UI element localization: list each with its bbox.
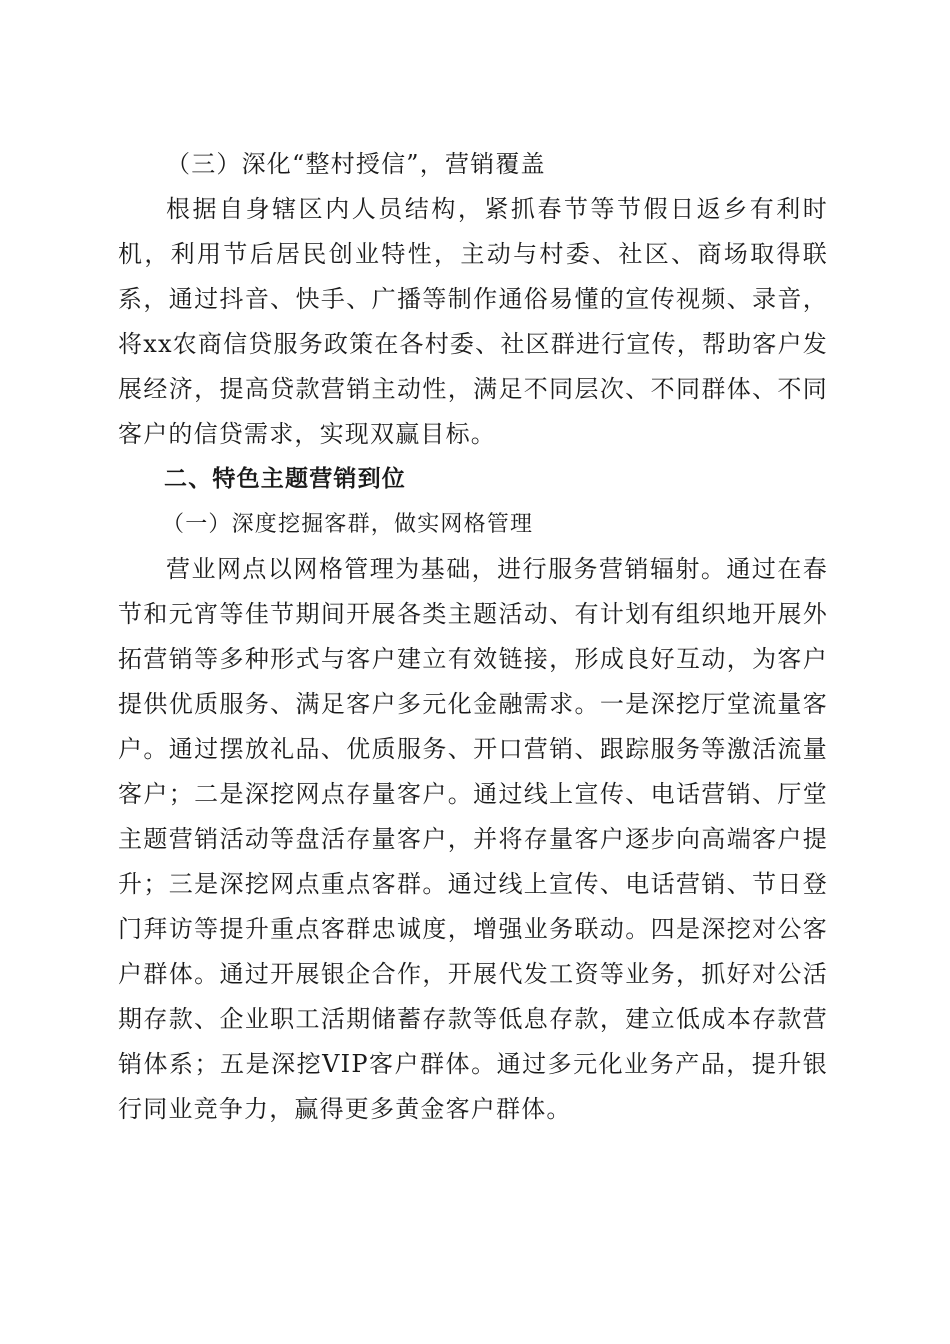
subsection1-heading: （一）深度挖掘客群，做实网格管理 [162,512,534,537]
subsection1-paragraph: 营业网点以网格管理为基础，进行服务营销辐射。通过在春节和元宵等佳节期间开展各类主题活动、有计划有组织地开展外拓营销等多种形式与客户建立有效链接，形成良好互动，为客户提供优质服务、满足客户多元化金融需求。一是深挖厅堂流量客户。通过摆放礼品、优质服务、开口营销、跟踪服务等激活流量客户；二是深挖网点存量客户。通过线上宣传、电话营销、厅堂主题营销活动等盘活存量客户，并将存量客户逐步向高端客户提升；三是深挖网点重点客群。通过线上宣传、电话营销、节日登门拜访等提升重点客群忠诚度，增强业务联动。四是深挖对公客户群体。通过开展银企合作，开展代发工资等业务，抓好对公活期存款、企业职工活期储蓄存款等低息存款，建立低成本存款营销体系；五是深挖VIP客户群体。通过多元化业务产品，提升银行同业竞争力，赢得更多黄金客户群体。 [118,555,828,1123]
document-body [118,142,828,1132]
section3-paragraph: 根据自身辖区内人员结构，紧抓春节等节假日返乡有利时机，利用节后居民创业特性，主动与村委、社区、商场取得联系，通过抖音、快手、广播等制作通俗易懂的宣传视频、录音，将xx农商信贷服务政策在各村委、社区群进行宣传，帮助客户发展经济，提高贷款营销主动性，满足不同层次、不同群体、不同客户的信贷需求，实现双赢目标。 [118,195,828,448]
part2-heading: 二、特色主题营销到位 [164,466,406,492]
section3-heading: （三）深化“整村授信”，营销覆盖 [166,150,546,178]
